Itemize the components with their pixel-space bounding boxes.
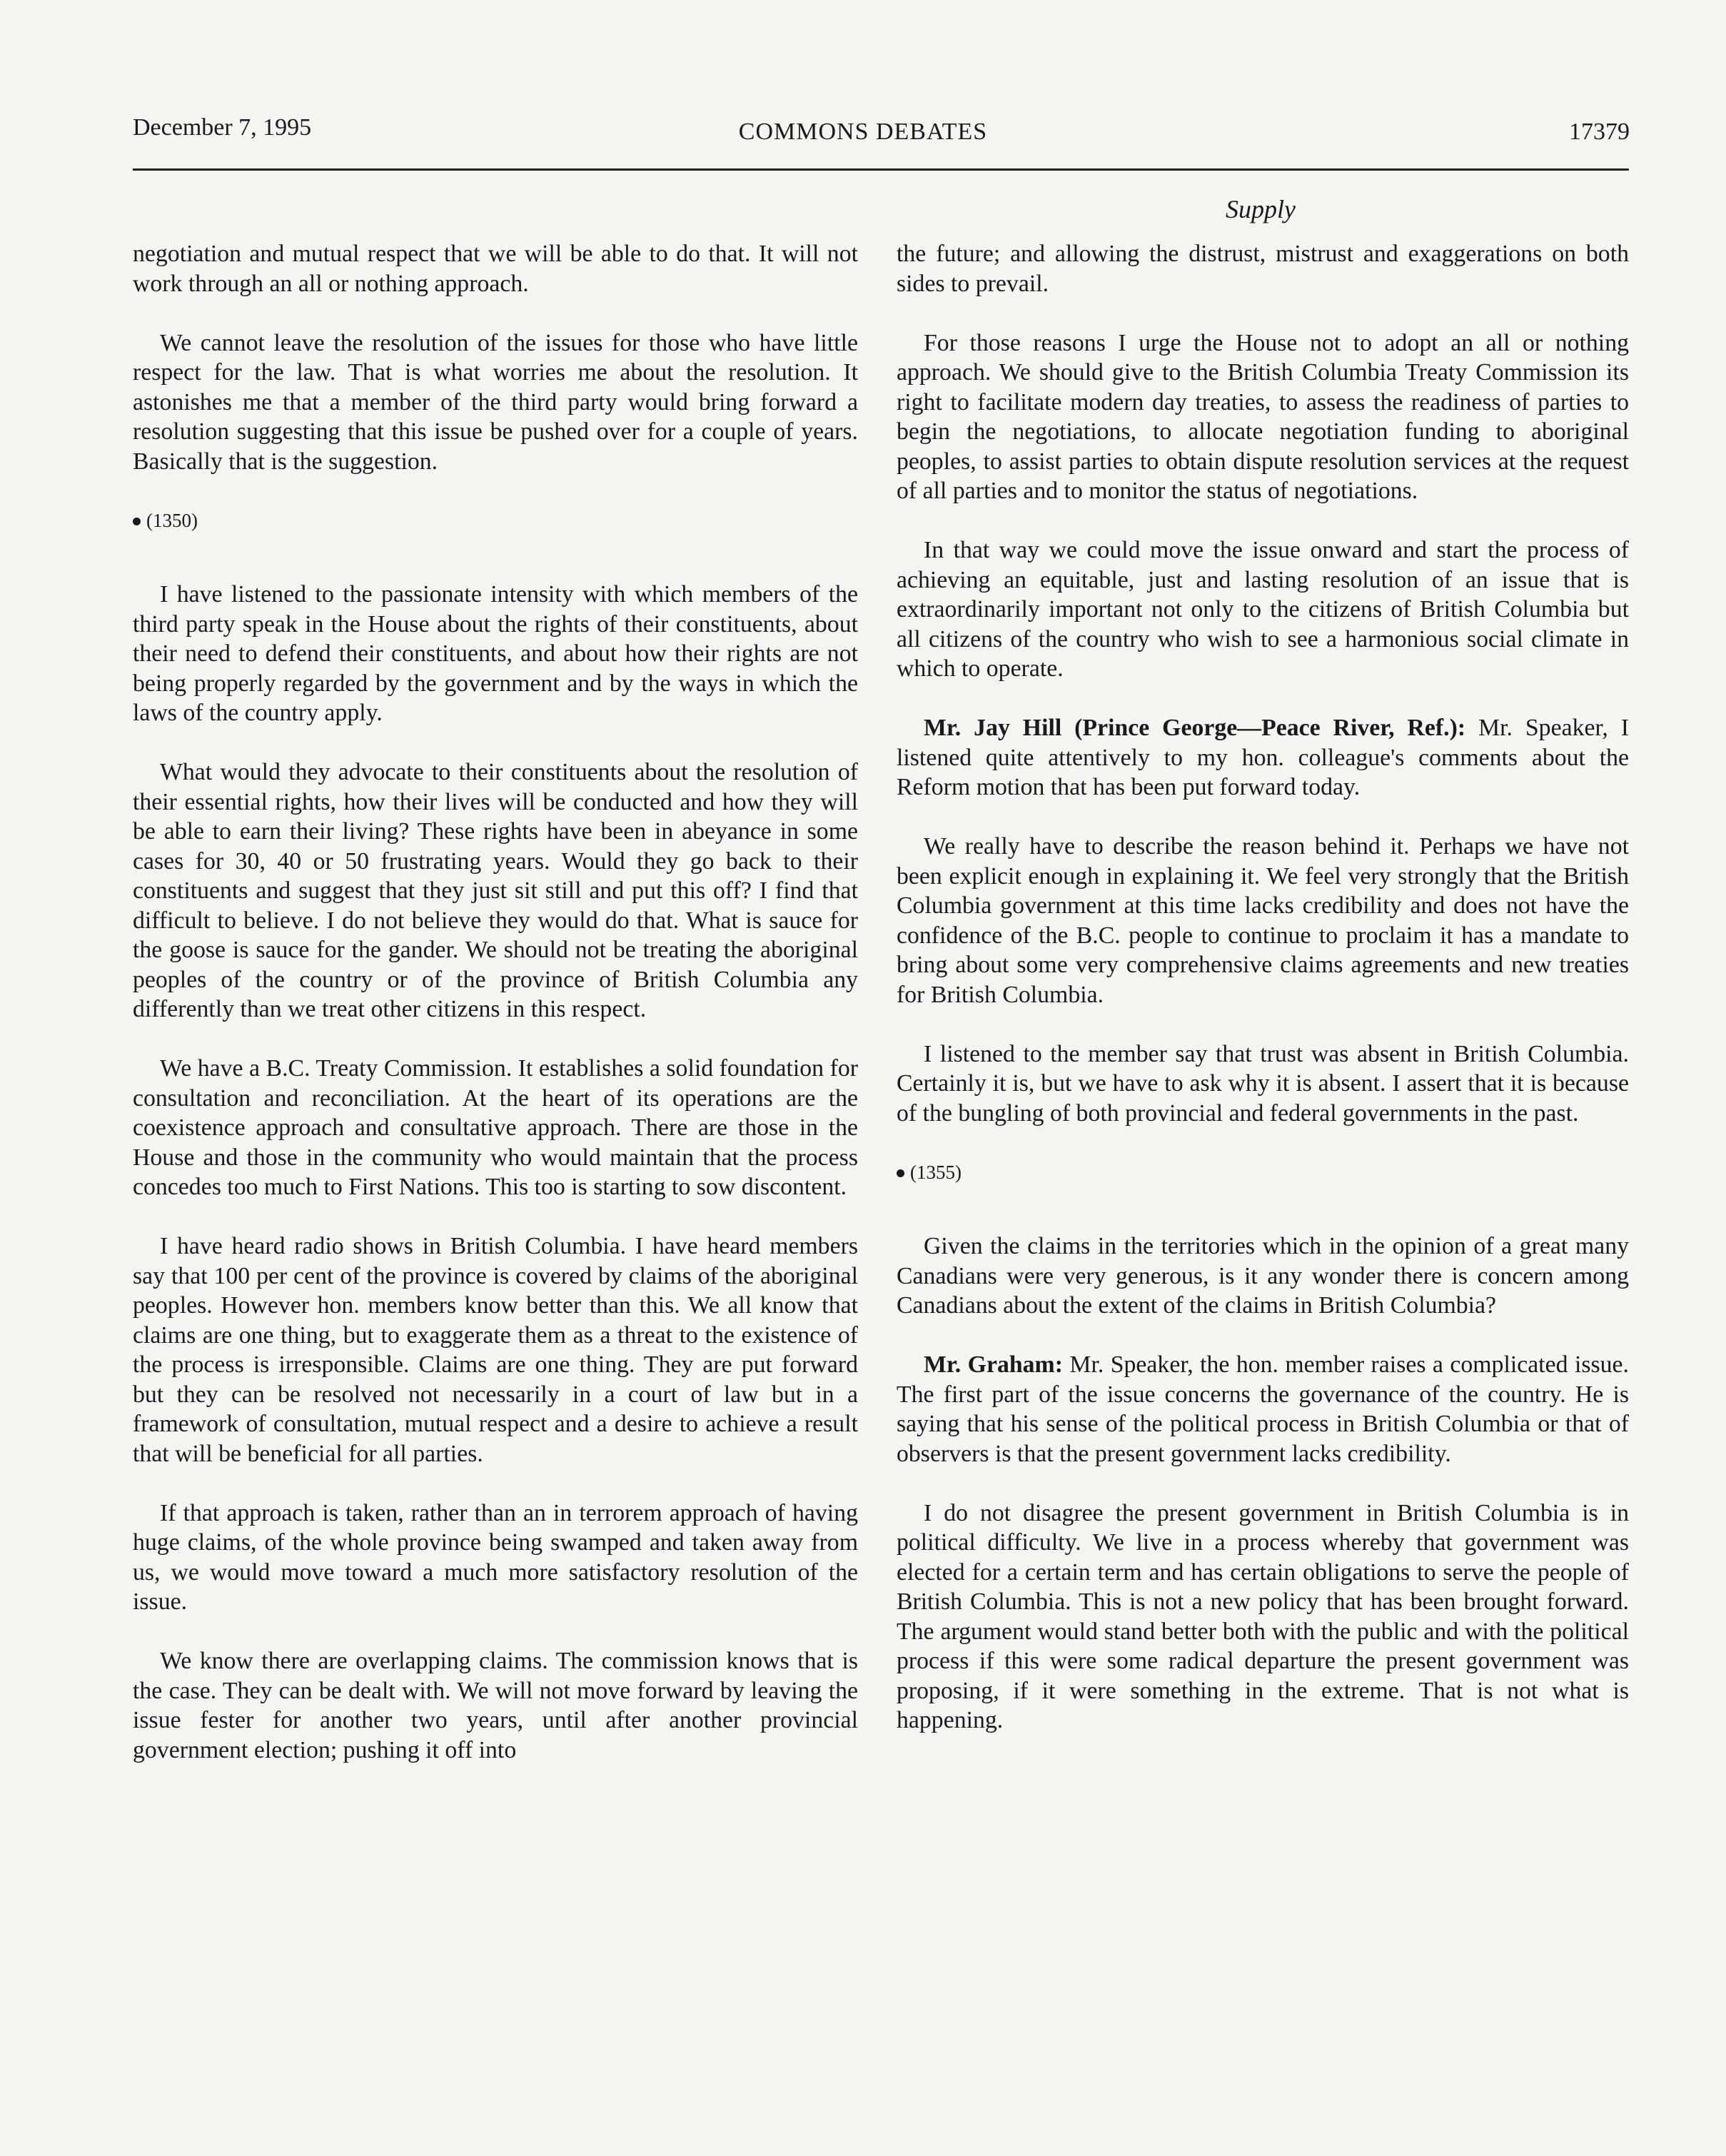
time-marker <box>897 1158 1629 1188</box>
paragraph: In that way we could move the issue onward and start the process of achieving an equitable, just and lasting resolution of an issue that is extraordinarily important not only to the citizens of British Columbia but all citizens of the country who wish to see a harmonious social climate in which to operate. <box>897 537 1629 682</box>
paragraph: We have a B.C. Treaty Commission. It establishes a solid foundation for consultation and reconciliation. At the heart of its operations are the coexistence approach and consultative approach. There are those in the House and those in the community who would maintain that the process concedes too much to First Nations. This too is starting to sow discontent. <box>133 1055 858 1200</box>
paragraph: We really have to describe the reason behind it. Perhaps we have not been explicit enough in explaining it. We feel very strongly that the British Columbia government at this time lacks credibility and does not have the confidence of the B.C. people to continue to proclaim it has a mandate to bring about some very comprehensive claims agreements and new treaties for British Columbia. <box>897 833 1629 1008</box>
section-heading: Supply <box>1226 195 1296 223</box>
time-marker-label: (1355) <box>910 1161 962 1183</box>
left-column <box>133 239 858 1795</box>
paragraph: We know there are overlapping claims. The commission knows that is the case. They can be dealt with. We will not move forward by leaving the issue fester for another two years, until after another provincial government election; pushing it off into <box>133 1648 858 1763</box>
time-marker <box>133 506 858 536</box>
bullet-icon <box>133 518 141 525</box>
page-date: December 7, 1995 <box>133 114 312 141</box>
paragraph: What would they advocate to their constituents about the resolution of their essential rights, how their lives will be conducted and how they will be able to earn their living? These rights have been in abeyance in some cases for 30, 40 or 50 frustrating years. Would they go back to their constituents and suggest that they just sit still and put this off? I find that difficult to believe. I do not believe they would do that. What is sauce for the goose is sauce for the gander. We should not be treating the aboriginal peoples of the country or of the province of British Columbia any differently than we treat other citizens in this respect. <box>133 759 858 1022</box>
paragraph: I do not disagree the present government in British Columbia is in political difficulty. We live in a process whereby that government was elected for a certain term and has certain obligations to serve the people of British Columbia. This is not a new policy that has been brought forward. The argument would stand better both with the public and with the political process if this were some radical departure the present government was proposing, if it were something in the extreme. That is not what is happening. <box>897 1499 1629 1733</box>
paragraph: I have listened to the passionate intensity with which members of the third party speak in the House about the rights of their constituents, about their need to defend their constituents, and about how their rights are not being properly regarded by the government and by the ways in which the laws of the country apply. <box>133 581 858 726</box>
header-rule <box>133 168 1629 171</box>
speech-paragraph <box>897 713 1629 802</box>
speech-text: Mr. Speaker, the hon. member raises a complicated issue. The first part of the issue concerns the governance of the country. He is saying that his sense of the political process in British Columbia or that of observers is that the present government lacks credibility. <box>897 1351 1629 1467</box>
paragraph: We cannot leave the resolution of the issues for those who have little respect for the law. That is what worries me about the resolution. It astonishes me that a member of the third party would bring forward a resolution suggesting that this issue be pushed over for a couple of years. Basically that is the suggestion. <box>133 329 858 475</box>
speaker-name: Mr. Graham: <box>924 1351 1063 1378</box>
bullet-icon <box>897 1169 904 1177</box>
speech-text: Mr. Speaker, I listened quite attentively to my hon. colleague's comments about the Reform motion that has been put forward today. <box>897 715 1629 800</box>
paragraph: If that approach is taken, rather than an in terrorem approach of having huge claims, of the whole province being swamped and taken away from us, we would move toward a much more satisfactory resolution of the issue. <box>133 1499 858 1615</box>
page-number: 17379 <box>1569 119 1630 145</box>
paragraph: the future; and allowing the distrust, mistrust and exaggerations on both sides to prevail. <box>897 241 1629 297</box>
time-marker-label: (1350) <box>146 509 198 531</box>
speaker-name: Mr. Jay Hill (Prince George—Peace River, Ref.): <box>924 715 1466 741</box>
paragraph: For those reasons I urge the House not to adopt an all or nothing approach. We should give to the British Columbia Treaty Commission its right to facilitate modern day treaties, to assess the readiness of parties to begin the negotiations, to allocate negotiation funding to aboriginal peoples, to assist parties to obtain dispute resolution services at the request of all parties and to monitor the status of negotiations. <box>897 329 1629 504</box>
paragraph: I listened to the member say that trust was absent in British Columbia. Certainly it is, but we have to ask why it is absent. I assert that it is because of the bungling of both provincial and federal governments in the past. <box>897 1040 1629 1127</box>
paragraph: I have heard radio shows in British Columbia. I have heard members say that 100 per cent of the province is covered by claims of the aboriginal peoples. However hon. members know better than this. We all know that claims are one thing, but to exaggerate them as a threat to the existence of the process is irresponsible. Claims are one thing. They are put forward but they can be resolved not necessarily in a court of law but in a framework of consultation, mutual respect and a desire to achieve a result that will be beneficial for all parties. <box>133 1233 858 1467</box>
right-column <box>897 239 1629 1765</box>
speech-paragraph <box>897 1350 1629 1469</box>
paragraph: negotiation and mutual respect that we will be able to do that. It will not work through an all or nothing approach. <box>133 241 858 297</box>
publication-title: COMMONS DEBATES <box>738 119 988 145</box>
paragraph: Given the claims in the territories which in the opinion of a great many Canadians were very generous, is it any wonder there is concern among Canadians about the extent of the claims in British Columbia? <box>897 1233 1629 1319</box>
